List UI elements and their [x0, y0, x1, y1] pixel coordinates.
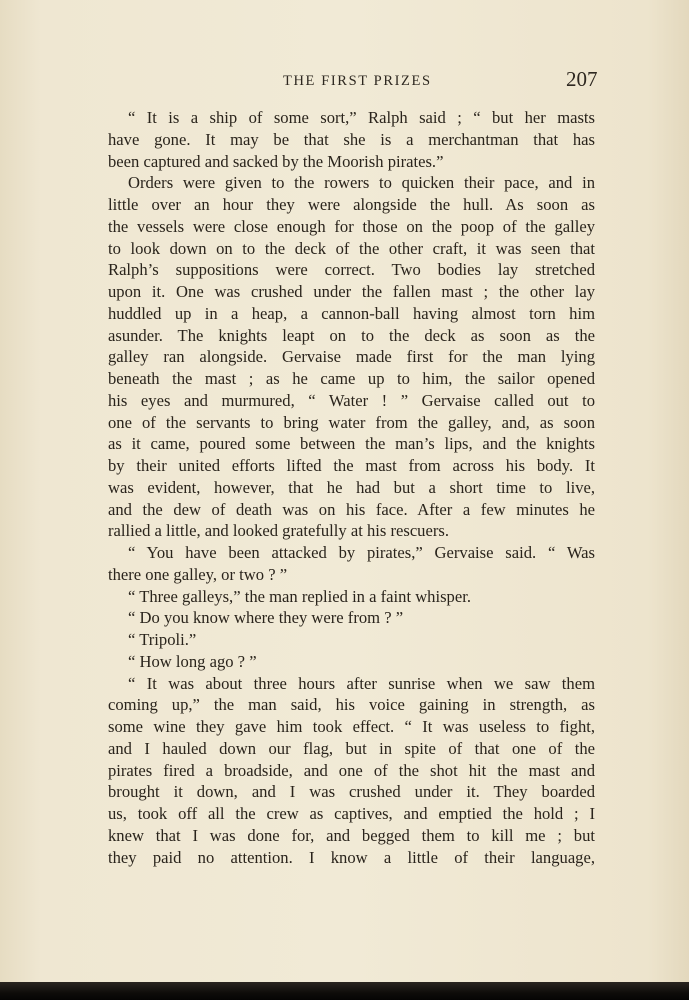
text-line: they paid no attention. I know a little of their language, [108, 847, 595, 867]
text-line: one of the servants to bring water from the galley, and, as soon [108, 412, 595, 432]
text-line: “ Three galleys,” the man replied in a faint whisper. [128, 586, 471, 606]
text-line: “ Do you know where they were from ? ” [128, 608, 404, 628]
text-line: there one galley, or two ? ” [108, 564, 288, 584]
text-line: his eyes and murmured, “ Water ! ” Gervaise called out to [108, 390, 595, 410]
text-line: to look down on to the deck of the other craft, it was seen that [108, 238, 595, 258]
text-line: “ How long ago ? ” [128, 651, 257, 671]
text-line: asunder. The knights leapt on to the deck as soon as the [108, 325, 595, 345]
text-line: been captured and sacked by the Moorish pirates.” [108, 151, 444, 171]
text-line: “ You have been attacked by pirates,” Gervaise said. “ Was [128, 543, 595, 562]
text-line: by their united efforts lifted the mast from across his body. It [108, 456, 595, 475]
text-line: Ralph’s suppositions were correct. Two bodies lay stretched [108, 260, 595, 280]
text-line: was evident, however, that he had but a short time to live, [108, 477, 595, 497]
text-line: and the dew of death was on his face. After a few minutes he [108, 499, 595, 519]
text-line: beneath the mast ; as he came up to him, the sailor opened [108, 369, 595, 388]
body-text [108, 107, 595, 868]
text-line: the vessels were close enough for those on the poop of the galley [108, 216, 595, 236]
page-bottom-edge [0, 982, 689, 1000]
text-line: “ It was about three hours after sunrise when we saw them [128, 673, 595, 693]
text-line: huddled up in a heap, a cannon-ball having almost torn him [108, 303, 595, 323]
text-line: little over an hour they were alongside the hull. As soon as [108, 195, 595, 214]
text-line: upon it. One was crushed under the fallen mast ; the other lay [108, 282, 595, 301]
text-line: galley ran alongside. Gervaise made first for the man lying [108, 347, 595, 367]
text-line: “ It is a ship of some sort,” Ralph said ; “ but her masts [128, 108, 595, 127]
text-line: Orders were given to the rowers to quicken their pace, and in [128, 173, 595, 193]
text-line: coming up,” the man said, his voice gaining in strength, as [108, 695, 595, 715]
text-line: have gone. It may be that she is a merchantman that has [108, 129, 595, 149]
text-line: some wine they gave him took effect. “ It was useless to fight, [108, 717, 595, 736]
text-line: us, took off all the crew as captives, and emptied the hold ; I [108, 804, 595, 823]
text-line: knew that I was done for, and begged them to kill me ; but [108, 825, 595, 845]
text-line: rallied a little, and looked gratefully at his rescuers. [108, 521, 449, 541]
running-head [0, 66, 689, 96]
text-line: and I hauled down our flag, but in spite of that one of the [108, 738, 595, 758]
text-line: brought it down, and I was crushed under it. They boarded [108, 782, 595, 802]
text-line: pirates fired a broadside, and one of the shot hit the mast and [108, 760, 595, 780]
text-line: “ Tripoli.” [128, 630, 197, 649]
page-number: 207 [566, 67, 598, 91]
text-line: as it came, poured some between the man’s lips, and the knights [108, 434, 595, 454]
running-head-title: THE FIRST PRIZES [283, 73, 432, 89]
